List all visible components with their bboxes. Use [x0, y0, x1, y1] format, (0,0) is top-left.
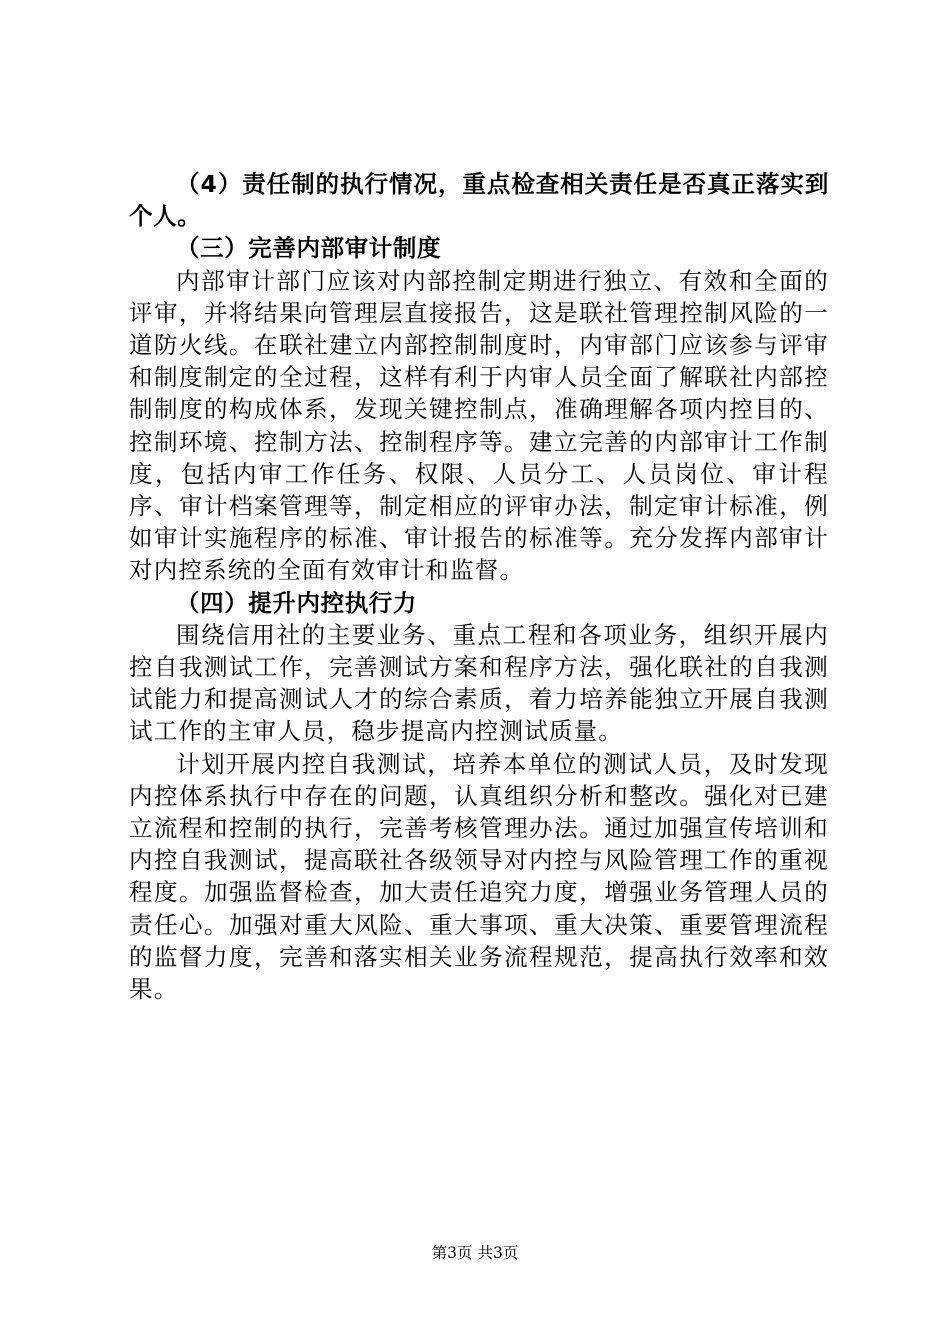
responsibility-check-item: （4）责任制的执行情况，重点检查相关责任是否真正落实到个人。: [129, 170, 829, 231]
section-heading-internal-audit: （三）完善内部审计制度: [176, 234, 442, 263]
section-heading-execution: （四）提升内控执行力: [176, 588, 417, 617]
testing-plan-paragraph: 计划开展内控自我测试，培养本单位的测试人员，及时发现内控体系执行中存在的问题，认真组织分析和整改。强化对已建立流程和控制的执行，完善考核管理办法。通过加强宣传培训和内控自我测试，提高联社各级领导对内控与风险管理工作的重视程度。加强监督检查，加大责任追究力度，增强业务管理人员的责任心。加强对重大风险、重大事项、重大决策、重要管理流程的监督力度，完善和落实相关业务流程规范，提高执行效率和效果。: [129, 749, 829, 1004]
document-body: [129, 168, 829, 1005]
page-footer: 第3页 共3页: [431, 1244, 519, 1262]
self-testing-paragraph: 围绕信用社的主要业务、重点工程和各项业务，组织开展内控自我测试工作，完善测试方案和程序方法，强化联社的自我测试能力和提高测试人才的综合素质，着力培养能独立开展自我测试工作的主审人员，稳步提高内控测试质量。: [129, 620, 829, 746]
internal-audit-paragraph: 内部审计部门应该对内部控制定期进行独立、有效和全面的评审，并将结果向管理层直接报告，这是联社管理控制风险的一道防火线。在联社建立内部控制制度时，内审部门应该参与评审和制度制定的全过程，这样有利于内审人员全面了解联社内部控制制度的构成体系，发现关键控制点，准确理解各项内控目的、控制环境、控制方法、控制程序等。建立完善的内部审计工作制度，包括内审工作任务、权限、人员分工、人员岗位、审计程序、审计档案管理等，制定相应的评审办法，制定审计标准，例如审计实施程序的标准、审计报告的标准等。充分发挥内部审计对内控系统的全面有效审计和监督。: [129, 266, 829, 585]
